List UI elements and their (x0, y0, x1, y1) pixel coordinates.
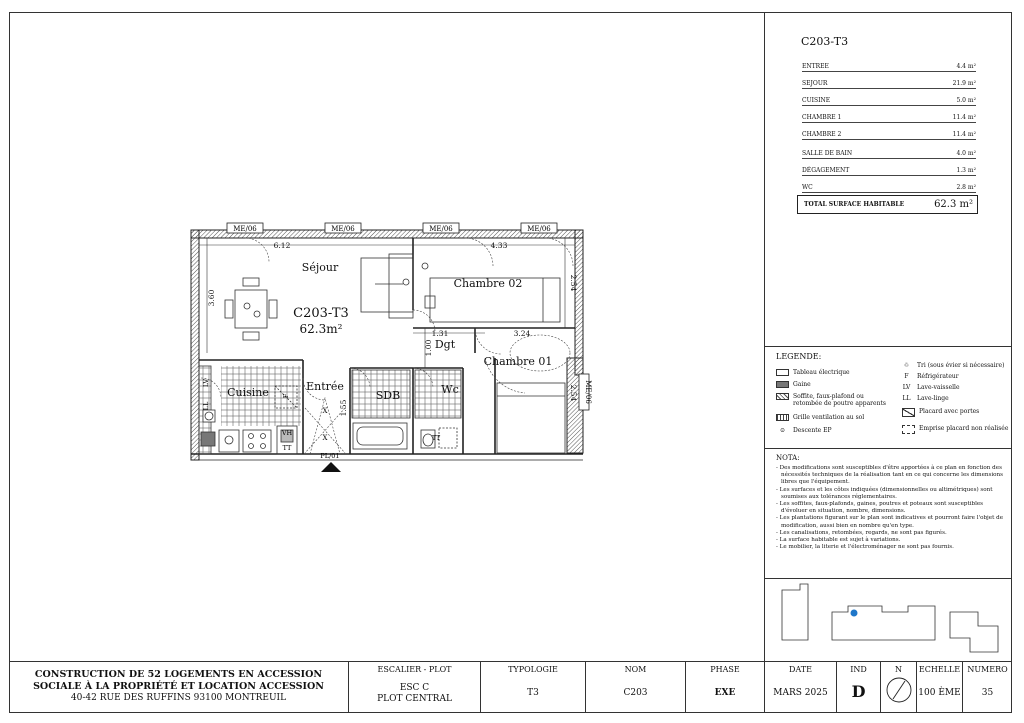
escalier-line-1: ESC C (399, 683, 430, 693)
room-sdb: SDB (375, 389, 401, 402)
svg-text:3.24: 3.24 (513, 329, 531, 338)
legend-item: F Réfrigérateur (900, 373, 959, 380)
escalier-line-2: PLOT CENTRAL (377, 694, 452, 704)
closet-icon (902, 408, 915, 417)
note-item: - Les surfaces et les côtes indiquées (dimensionnelles ou altimétriques) sont soumises aux tolérances réglementaires. (776, 486, 993, 500)
surface-row: WC 2.8 m² (802, 177, 976, 193)
note-item: - Des modifications sont susceptibles d'être apportées à ce plan en fonction des nécessités techniques de la réalisation tant en ce qui concerne les dimensions libres que l'équipement. (776, 465, 1004, 486)
electrical-panel-icon (776, 369, 789, 376)
room-entree: Entrée (306, 380, 344, 393)
svg-text:1.55: 1.55 (339, 399, 348, 417)
dining-table (225, 278, 277, 340)
nom-cell: NOM C203 (585, 661, 685, 713)
floor-vent-icon (776, 414, 789, 421)
svg-text:2.54: 2.54 (569, 274, 578, 292)
dimension-lines (199, 238, 575, 368)
room-chambre-02: Chambre 02 (453, 277, 523, 290)
project-line-1: CONSTRUCTION DE 52 LOGEMENTS EN ACCESSION (34, 669, 323, 680)
svg-text:2.54: 2.54 (569, 384, 578, 402)
surface-total (797, 195, 978, 214)
duct-icon (776, 381, 789, 388)
surface-row: SALLE DE BAIN 4.0 m² (802, 143, 976, 159)
project-line-2: SOCIALE À LA PROPRIÉTÉ ET LOCATION ACCESSION (33, 681, 324, 692)
svg-text:6.12: 6.12 (273, 241, 291, 250)
project-address: 40-42 RUE DES RUFFINS 93100 MONTREUIL (70, 693, 287, 703)
svg-text:VH: VH (281, 429, 293, 437)
room-cuisine: Cuisine (227, 386, 269, 399)
surface-row: SEJOUR 21.9 m² (802, 73, 976, 89)
surface-row: CUISINE 5.0 m² (802, 90, 976, 106)
surfaces-title: C203-T3 (801, 35, 849, 48)
north-arrow-icon (885, 676, 913, 704)
legend-item: Soffite, faux-plafond ou retombée de poutre apparents (776, 393, 891, 407)
north-cell: N (880, 661, 916, 713)
room-sejour: Séjour (301, 261, 339, 274)
total-value: 62.3 m² (934, 199, 973, 210)
window-label: ME/06 (527, 225, 551, 233)
escalier-header: ESCALIER - PLOT (377, 665, 452, 674)
numero-cell: NUMERO 35 (962, 661, 1012, 713)
project-description (9, 661, 348, 713)
notes-list (776, 465, 1004, 551)
bed-chambre-02 (422, 263, 560, 322)
typologie-cell: TYPOLOGIE T3 (480, 661, 585, 713)
phase-cell: PHASE EXE (685, 661, 764, 713)
wc-label: TT (432, 435, 441, 442)
room-wc: Wc (441, 383, 459, 396)
unit-area: 62.3m² (299, 322, 343, 336)
downpipe-icon: ⊙ (779, 427, 786, 434)
room-chambre-01: Chambre 01 (483, 355, 553, 368)
window-label: ME/06 (331, 225, 355, 233)
locator-plan (770, 582, 1008, 658)
unit-name: C203-T3 (293, 306, 349, 321)
svg-text:4.33: 4.33 (490, 241, 508, 250)
svg-text:F: F (282, 393, 290, 399)
entrance-door-label: PL/01 (320, 452, 340, 460)
svg-text:TT: TT (282, 444, 292, 452)
entry-mark: X (322, 434, 328, 442)
floor-plan (185, 218, 605, 476)
window-label: ME/06 (429, 225, 453, 233)
entry-mark: X (322, 407, 328, 415)
svg-text:1.00: 1.00 (424, 339, 433, 357)
total-label: TOTAL SURFACE HABITABLE (804, 201, 905, 208)
legend-item: Tableau électrique (776, 369, 850, 376)
surface-row: DÉGAGEMENT 1.3 m² (802, 160, 976, 176)
legend-item: Grille ventilation au sol (776, 414, 864, 421)
legend-item: Emprise placard non réalisée (902, 425, 1008, 434)
ind-cell: IND D (836, 661, 880, 713)
legend-item: Gaine (776, 381, 811, 388)
echelle-cell: ECHELLE 100 ÈME (916, 661, 962, 713)
legend-divider (764, 346, 1012, 347)
escalier-cell (348, 661, 480, 713)
svg-text:3.60: 3.60 (207, 289, 216, 307)
surface-row: CHAMBRE 1 11.4 m² (802, 107, 976, 123)
date-cell: DATE MARS 2025 (764, 661, 836, 713)
window-label: ME/06 (584, 380, 592, 404)
legend-item: Placard avec portes (902, 408, 979, 417)
bed-chambre-01 (497, 383, 565, 453)
entrance-arrow-icon (321, 462, 341, 472)
legend-item: LL Lave-linge (900, 395, 949, 402)
locator-divider (764, 578, 1012, 579)
legend-key: LV (902, 384, 911, 391)
kitchen-equipment (199, 366, 301, 454)
note-item: - Les plantations figurant sur le plan sont indicatives et pourront faire l'objet de modification, aussi bien en nombre qu'en type. (776, 515, 1004, 529)
soffit-icon (776, 393, 789, 400)
legend-item: ⊙ Descente EP (776, 427, 832, 434)
legend-key: F (904, 373, 909, 380)
legend-item: LV Lave-vaisselle (900, 384, 960, 391)
svg-text:LV: LV (202, 378, 210, 388)
legend-key: LL (902, 395, 911, 402)
surface-row: CHAMBRE 2 11.4 m² (802, 124, 976, 140)
bathroom-equipment (352, 370, 461, 449)
notes-title: NOTA: (776, 454, 800, 462)
unit-location-marker (851, 610, 858, 617)
svg-text:LL: LL (202, 401, 210, 411)
note-item: - Les canalisations, retombées, regards, ne sont pas figurés. (776, 529, 947, 536)
closet-placeholder-icon (902, 425, 915, 434)
note-item: - La surface habitable est sujet à variations. (776, 537, 901, 544)
recycling-icon: ♲ (903, 362, 910, 369)
note-item: - Le mobilier, la literie et l'électroménager ne sont pas fournis. (776, 544, 954, 551)
room-dgt: Dgt (434, 338, 456, 351)
legend-title: LEGENDE: (776, 352, 822, 361)
panel-divider (764, 12, 765, 661)
surface-row: ENTREE 4.4 m² (802, 56, 976, 72)
notes-divider (764, 448, 1012, 449)
legend-item: ♲ Tri (sous évier si nécessaire) (900, 362, 1004, 369)
svg-text:1.31: 1.31 (431, 329, 449, 338)
note-item: - Les soffites, faux-plafonds, gaines, poutres et poteaux sont susceptibles d'évoluer en situation, nombre, dimensions. (776, 501, 984, 515)
window-label: ME/06 (233, 225, 257, 233)
